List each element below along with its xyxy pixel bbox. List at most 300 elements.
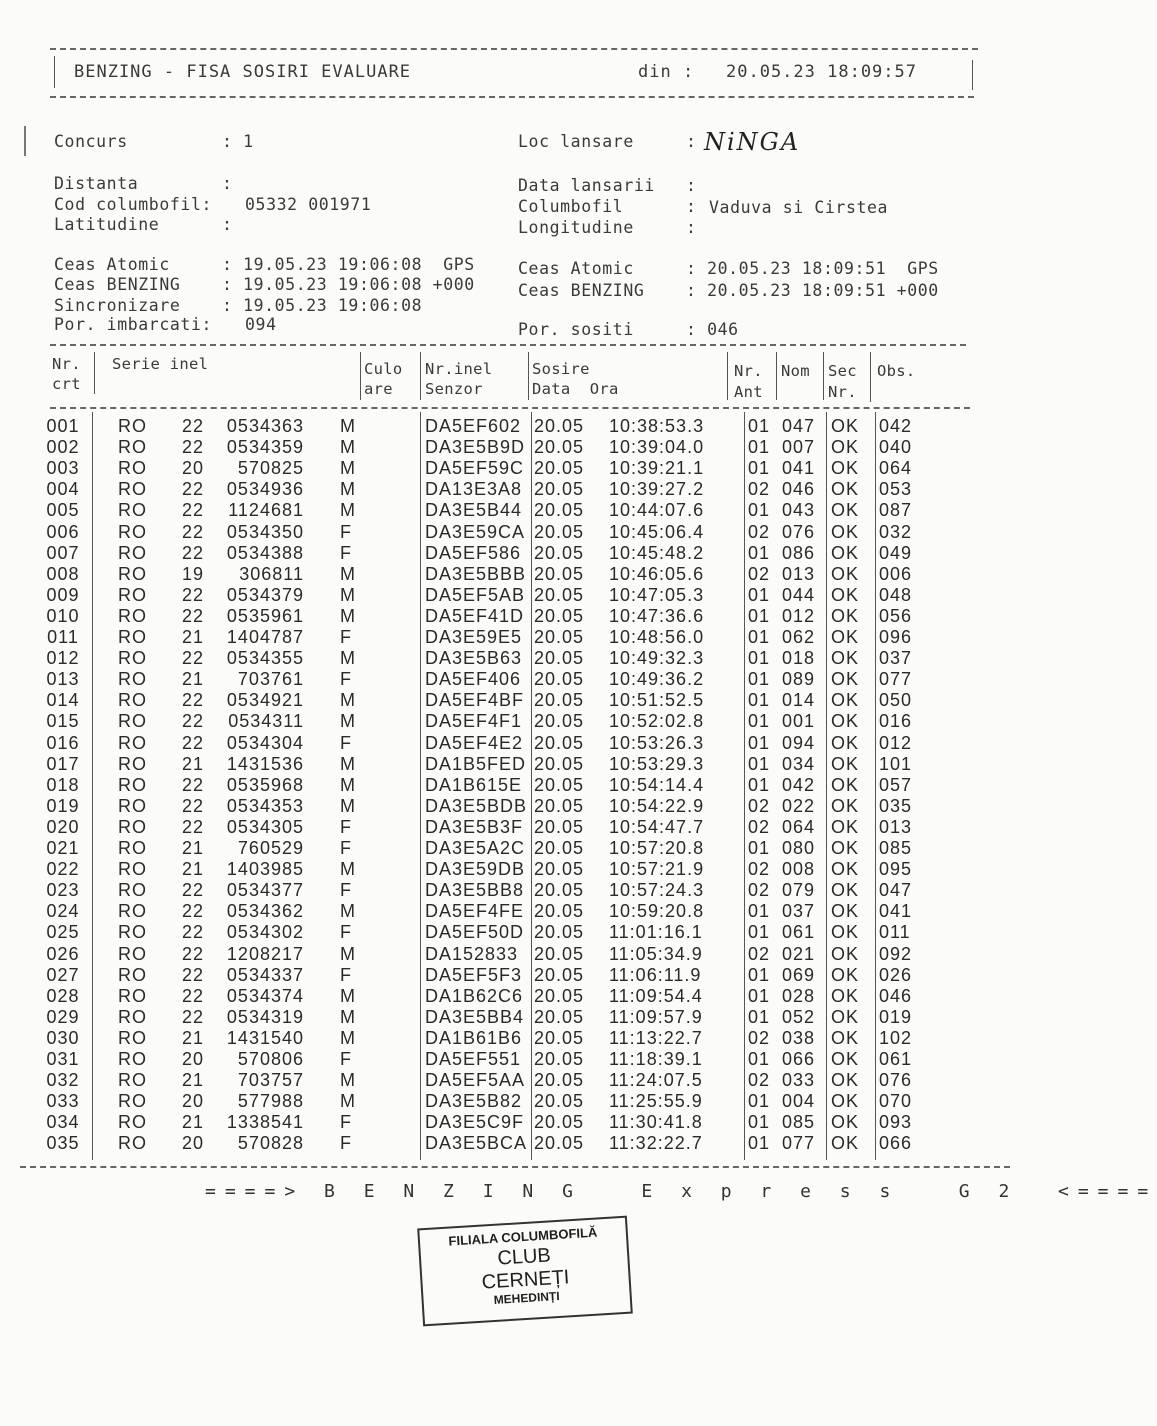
row-sensor: DA3E59CA <box>425 521 526 542</box>
row-sensor: DA3E5B82 <box>425 1091 523 1112</box>
row-date: 20.05 <box>534 437 585 458</box>
row-nr: 011 <box>47 627 79 647</box>
row-nr: 024 <box>46 901 80 922</box>
row-obs: 064 <box>879 458 913 479</box>
row-nr: 017 <box>46 753 80 774</box>
row-sec: OK <box>831 732 860 753</box>
table-row <box>0 1070 1024 1091</box>
row-year: 22 <box>182 648 205 669</box>
row-obs: 102 <box>879 1027 913 1048</box>
row-sec: OK <box>831 563 860 584</box>
row-antenna: 02 <box>748 795 771 816</box>
row-time: 11:24:07.5 <box>609 1070 703 1091</box>
row-year: 20 <box>182 1133 205 1154</box>
row-obs: 061 <box>879 1049 913 1069</box>
row-sex: F <box>340 669 352 690</box>
row-sex: F <box>340 880 352 901</box>
table-row <box>0 543 1024 564</box>
row-ring: 577988 <box>237 1091 304 1112</box>
col-senzor-header-2: Senzor <box>425 380 483 398</box>
row-sex: M <box>340 416 356 436</box>
row-time: 10:39:04.0 <box>609 437 705 458</box>
row-nom: 037 <box>782 901 816 922</box>
row-antenna: 01 <box>748 774 771 795</box>
row-nom: 013 <box>782 563 816 584</box>
row-sec: OK <box>831 901 860 922</box>
row-obs: 096 <box>879 627 913 647</box>
row-date: 20.05 <box>534 1027 585 1048</box>
row-nr: 010 <box>46 605 80 626</box>
row-country: RO <box>118 437 147 458</box>
longitudine-label: Longitudine <box>518 218 634 237</box>
stamp-line-mehedinti: MEHEDINȚI <box>493 1288 561 1307</box>
row-nom: 044 <box>782 584 816 605</box>
row-year: 20 <box>182 1049 205 1069</box>
row-antenna: 01 <box>748 437 771 458</box>
row-nr: 008 <box>46 563 80 584</box>
row-ring: 0534379 <box>226 584 304 605</box>
ceas-benzing-value: : 19.05.23 19:06:08 +000 <box>222 275 475 294</box>
row-country: RO <box>118 1049 147 1069</box>
row-obs: 016 <box>879 711 913 732</box>
row-time: 10:39:27.2 <box>609 479 705 500</box>
row-antenna: 01 <box>748 584 771 605</box>
table-row <box>0 733 1024 754</box>
row-antenna: 02 <box>748 859 771 880</box>
row-obs: 048 <box>879 584 913 605</box>
row-nr: 022 <box>46 859 80 880</box>
row-country: RO <box>118 774 147 795</box>
row-date: 20.05 <box>534 922 585 943</box>
col-ant-header-2: Ant <box>734 383 763 401</box>
row-ring: 0534319 <box>226 1006 304 1027</box>
row-sensor: DA3E5BB8 <box>425 880 525 901</box>
row-ring: 570825 <box>237 458 304 479</box>
row-nom: 076 <box>782 521 816 542</box>
row-sex: F <box>340 1133 352 1154</box>
row-time: 11:25:55.9 <box>609 1091 703 1112</box>
row-country: RO <box>118 1112 147 1133</box>
row-sec: OK <box>831 648 860 669</box>
col-sep <box>727 352 728 400</box>
row-ring: 0534304 <box>226 732 304 753</box>
row-time: 11:32:22.7 <box>609 1133 703 1154</box>
row-obs: 012 <box>879 732 913 753</box>
row-ring: 0534302 <box>226 922 304 943</box>
row-sex: M <box>340 795 356 816</box>
row-ring: 1208217 <box>226 943 304 964</box>
table-row <box>0 606 1024 627</box>
row-date: 20.05 <box>534 816 585 837</box>
row-obs: 032 <box>879 521 913 542</box>
row-nom: 038 <box>782 1027 816 1048</box>
row-nr: 004 <box>46 479 80 500</box>
row-obs: 026 <box>879 964 913 985</box>
columbofil-label: Columbofil <box>518 197 624 216</box>
row-nr: 012 <box>46 648 80 669</box>
row-nr: 027 <box>46 964 80 985</box>
row-country: RO <box>118 753 147 774</box>
row-year: 19 <box>182 563 205 584</box>
columbofil-value: Vaduva si Cirstea <box>709 198 889 217</box>
row-nom: 014 <box>782 690 816 711</box>
report-datetime: 20.05.23 18:09:57 <box>726 62 917 82</box>
latitudine-label: Latitudine <box>54 215 160 234</box>
col-sep <box>776 352 777 400</box>
col-sosire-header: Sosire <box>532 360 590 378</box>
row-time: 10:44:07.6 <box>609 500 705 521</box>
ceas-atomic-arrival-label: Ceas Atomic <box>518 259 634 278</box>
row-year: 22 <box>182 690 205 711</box>
row-nom: 061 <box>782 922 816 943</box>
row-antenna: 01 <box>748 627 771 647</box>
col-serie-header: Serie inel <box>112 355 209 373</box>
row-sensor: DA5EF41D <box>425 605 525 626</box>
row-obs: 087 <box>879 500 913 521</box>
table-row <box>0 1091 1024 1112</box>
row-sensor: DA3E5BCA <box>425 1133 528 1154</box>
row-sex: F <box>340 816 352 837</box>
row-date: 20.05 <box>534 753 585 774</box>
row-sensor: DA3E5BDB <box>425 795 528 816</box>
row-country: RO <box>118 500 147 521</box>
row-ring: 703761 <box>237 669 304 690</box>
row-antenna: 02 <box>748 563 771 584</box>
row-sec: OK <box>831 1070 860 1091</box>
row-sensor: DA3E5B63 <box>425 648 523 669</box>
row-time: 10:47:05.3 <box>609 584 705 605</box>
ceas-atomic-arrival-value: : 20.05.23 18:09:51 GPS <box>686 259 939 278</box>
row-obs: 101 <box>879 753 913 774</box>
row-obs: 085 <box>879 838 913 858</box>
row-nom: 064 <box>782 816 816 837</box>
col-sep <box>94 352 95 394</box>
row-sensor: DA1B61B6 <box>425 1027 523 1048</box>
row-sensor: DA5EF586 <box>425 542 522 563</box>
row-sensor: DA1B5FED <box>425 753 527 774</box>
row-year: 20 <box>182 458 205 479</box>
row-time: 10:51:52.5 <box>609 690 705 711</box>
row-nr: 019 <box>46 795 80 816</box>
row-time: 10:45:06.4 <box>609 521 705 542</box>
longitudine-sep: : <box>686 218 697 237</box>
row-ring: 0534350 <box>226 521 304 542</box>
row-nom: 007 <box>782 437 816 458</box>
row-sex: M <box>340 479 356 500</box>
row-date: 20.05 <box>534 669 585 690</box>
row-time: 10:49:32.3 <box>609 648 705 669</box>
row-antenna: 01 <box>748 901 771 922</box>
row-nom: 089 <box>782 669 816 690</box>
row-year: 22 <box>182 416 205 436</box>
row-sec: OK <box>831 605 860 626</box>
table-row <box>0 416 1024 437</box>
row-antenna: 01 <box>748 753 771 774</box>
row-time: 10:49:36.2 <box>609 669 705 690</box>
row-ring: 0534363 <box>226 416 304 436</box>
row-obs: 053 <box>879 479 913 500</box>
row-nr: 001 <box>46 416 80 436</box>
concurs-value: : 1 <box>222 132 254 151</box>
row-sensor: DA3E59DB <box>425 859 526 880</box>
por-sositi-label: Por. sositi <box>518 320 634 339</box>
row-sec: OK <box>831 416 860 436</box>
row-sec: OK <box>831 816 860 837</box>
row-sensor: DA5EF4E2 <box>425 732 524 753</box>
row-country: RO <box>118 542 147 563</box>
row-sec: OK <box>831 542 860 563</box>
col-culoare-header-2: are <box>364 380 393 398</box>
row-ring: 1338541 <box>226 1112 304 1133</box>
row-country: RO <box>118 563 147 584</box>
row-nom: 041 <box>782 458 816 479</box>
row-obs: 057 <box>879 774 913 795</box>
loc-lansare-handwritten: NiNGA <box>704 128 801 156</box>
row-year: 21 <box>182 753 205 774</box>
row-nom: 001 <box>782 711 816 732</box>
col-crt-header: crt <box>52 375 81 393</box>
row-antenna: 01 <box>748 690 771 711</box>
row-country: RO <box>118 648 147 669</box>
row-nom: 047 <box>782 416 816 436</box>
row-sensor: DA3E59E5 <box>425 627 523 647</box>
header-right-border <box>972 60 973 90</box>
row-sec: OK <box>831 1049 860 1069</box>
row-year: 21 <box>182 838 205 858</box>
row-ring: 570828 <box>237 1133 304 1154</box>
distanta-sep: : <box>222 174 233 193</box>
row-antenna: 01 <box>748 648 771 669</box>
row-sex: M <box>340 1027 356 1048</box>
row-nr: 026 <box>46 943 80 964</box>
col-senzor-header: Nr.inel <box>425 360 493 378</box>
row-antenna: 01 <box>748 500 771 521</box>
row-country: RO <box>118 901 147 922</box>
row-antenna: 01 <box>748 1006 771 1027</box>
row-sec: OK <box>831 669 860 690</box>
row-ring: 0535961 <box>226 605 304 626</box>
data-lansarii-sep: : <box>686 176 697 195</box>
row-time: 10:47:36.6 <box>609 605 705 626</box>
row-nom: 094 <box>782 732 816 753</box>
row-antenna: 01 <box>748 964 771 985</box>
row-time: 11:13:22.7 <box>609 1027 703 1048</box>
row-year: 21 <box>182 1027 205 1048</box>
row-year: 22 <box>182 1006 205 1027</box>
stamp-line-cerneti: CERNEȚI <box>481 1266 571 1294</box>
row-obs: 070 <box>879 1091 913 1112</box>
row-nr: 032 <box>46 1070 80 1091</box>
col-data-ora-header: Data Ora <box>532 380 619 398</box>
row-time: 10:53:29.3 <box>609 753 705 774</box>
row-obs: 077 <box>879 669 913 690</box>
row-ring: 0534305 <box>226 816 304 837</box>
row-year: 22 <box>182 922 205 943</box>
row-year: 22 <box>182 880 205 901</box>
row-sex: F <box>340 838 352 858</box>
table-row <box>0 965 1024 986</box>
row-obs: 042 <box>879 416 913 436</box>
ceas-benzing-label: Ceas BENZING <box>54 275 181 294</box>
row-year: 22 <box>182 774 205 795</box>
row-ring: 0534388 <box>226 542 304 563</box>
col-sep <box>420 352 421 400</box>
row-ring: 1403985 <box>226 859 304 880</box>
row-nom: 079 <box>782 880 816 901</box>
row-country: RO <box>118 479 147 500</box>
table-row <box>0 817 1024 838</box>
row-sex: M <box>340 500 356 521</box>
row-sec: OK <box>831 753 860 774</box>
row-nr: 020 <box>46 816 80 837</box>
row-ring: 760529 <box>237 838 304 858</box>
table-row <box>0 648 1024 669</box>
row-obs: 019 <box>879 1006 913 1027</box>
row-sex: F <box>340 1049 352 1069</box>
row-antenna: 01 <box>748 1112 771 1133</box>
row-nr: 023 <box>46 880 80 901</box>
row-date: 20.05 <box>534 1133 585 1154</box>
row-date: 20.05 <box>534 943 585 964</box>
row-sensor: DA3E5A2C <box>425 838 526 858</box>
row-year: 21 <box>182 859 205 880</box>
row-date: 20.05 <box>534 690 585 711</box>
row-sex: M <box>340 690 356 711</box>
table-row <box>0 754 1024 775</box>
margin-mark <box>24 126 26 156</box>
row-antenna: 01 <box>748 838 771 858</box>
row-sex: M <box>340 458 356 479</box>
row-obs: 050 <box>879 690 913 711</box>
row-nom: 052 <box>782 1006 816 1027</box>
row-antenna: 01 <box>748 922 771 943</box>
row-sec: OK <box>831 880 860 901</box>
row-antenna: 01 <box>748 669 771 690</box>
row-time: 10:57:24.3 <box>609 880 705 901</box>
row-year: 22 <box>182 605 205 626</box>
row-year: 21 <box>182 1070 205 1091</box>
row-date: 20.05 <box>534 563 585 584</box>
ceas-atomic-label: Ceas Atomic <box>54 255 170 274</box>
row-nom: 085 <box>782 1112 816 1133</box>
row-antenna: 02 <box>748 943 771 964</box>
row-antenna: 01 <box>748 1091 771 1112</box>
row-nom: 062 <box>782 627 816 647</box>
por-imbarcati-value: 094 <box>245 315 277 334</box>
row-year: 22 <box>182 542 205 563</box>
row-ring: 0534353 <box>226 795 304 816</box>
row-sensor: DA1B615E <box>425 774 523 795</box>
row-date: 20.05 <box>534 605 585 626</box>
row-sex: F <box>340 732 352 753</box>
row-date: 20.05 <box>534 648 585 669</box>
row-ring: 0534362 <box>226 901 304 922</box>
row-antenna: 02 <box>748 1070 771 1091</box>
row-sensor: DA5EF5AA <box>425 1070 526 1091</box>
row-country: RO <box>118 880 147 901</box>
table-row <box>0 859 1024 880</box>
row-obs: 056 <box>879 605 913 626</box>
table-row <box>0 500 1024 521</box>
loc-lansare-label: Loc lansare <box>518 132 634 151</box>
row-ring: 0534374 <box>226 985 304 1006</box>
row-time: 11:30:41.8 <box>609 1112 703 1133</box>
header-top-border <box>50 48 978 50</box>
row-country: RO <box>118 711 147 732</box>
row-obs: 037 <box>879 648 913 669</box>
row-sec: OK <box>831 859 860 880</box>
row-antenna: 02 <box>748 479 771 500</box>
row-sex: F <box>340 922 352 943</box>
row-ring: 0534921 <box>226 690 304 711</box>
row-year: 22 <box>182 985 205 1006</box>
row-ring: 0534355 <box>226 648 304 669</box>
row-sec: OK <box>831 943 860 964</box>
row-date: 20.05 <box>534 458 585 479</box>
row-time: 10:52:02.8 <box>609 711 705 732</box>
row-nr: 028 <box>46 985 80 1006</box>
row-nom: 086 <box>782 542 816 563</box>
table-row <box>0 1049 1024 1070</box>
row-nom: 028 <box>782 985 816 1006</box>
row-sex: F <box>340 1112 352 1133</box>
row-date: 20.05 <box>534 500 585 521</box>
table-row <box>0 690 1024 711</box>
row-sex: M <box>340 563 356 584</box>
row-time: 11:09:57.9 <box>609 1006 703 1027</box>
row-ring: 703757 <box>237 1070 304 1091</box>
table-row <box>0 901 1024 922</box>
row-country: RO <box>118 922 147 943</box>
row-year: 22 <box>182 711 205 732</box>
row-year: 22 <box>182 964 205 985</box>
row-nr: 018 <box>46 774 80 795</box>
table-header-top-border <box>50 344 966 346</box>
row-date: 20.05 <box>534 1112 585 1133</box>
row-sex: M <box>340 1070 356 1091</box>
row-obs: 041 <box>879 901 913 922</box>
row-sex: M <box>340 711 356 732</box>
row-sensor: DA5EF4F1 <box>425 711 523 732</box>
row-sec: OK <box>831 458 860 479</box>
row-nr: 030 <box>46 1027 80 1048</box>
report-date-label: din : <box>638 62 695 82</box>
row-date: 20.05 <box>534 584 585 605</box>
stamp-line-club: CLUB <box>496 1244 552 1270</box>
table-row <box>0 479 1024 500</box>
row-obs: 066 <box>879 1133 913 1154</box>
col-sep <box>823 352 824 400</box>
row-country: RO <box>118 416 147 436</box>
row-country: RO <box>118 1091 147 1112</box>
distanta-label: Distanta <box>54 174 139 193</box>
row-sex: M <box>340 648 356 669</box>
table-row <box>0 796 1024 817</box>
row-obs: 047 <box>879 880 913 901</box>
row-sex: M <box>340 901 356 922</box>
row-nr: 031 <box>46 1049 80 1069</box>
row-nr: 009 <box>46 584 80 605</box>
row-obs: 095 <box>879 859 913 880</box>
table-row <box>0 944 1024 965</box>
row-antenna: 01 <box>748 985 771 1006</box>
table-row <box>0 564 1024 585</box>
row-country: RO <box>118 859 147 880</box>
concurs-label: Concurs <box>54 132 128 151</box>
row-nr: 007 <box>46 542 80 563</box>
table-row <box>0 669 1024 690</box>
table-bottom-border <box>20 1166 1010 1168</box>
